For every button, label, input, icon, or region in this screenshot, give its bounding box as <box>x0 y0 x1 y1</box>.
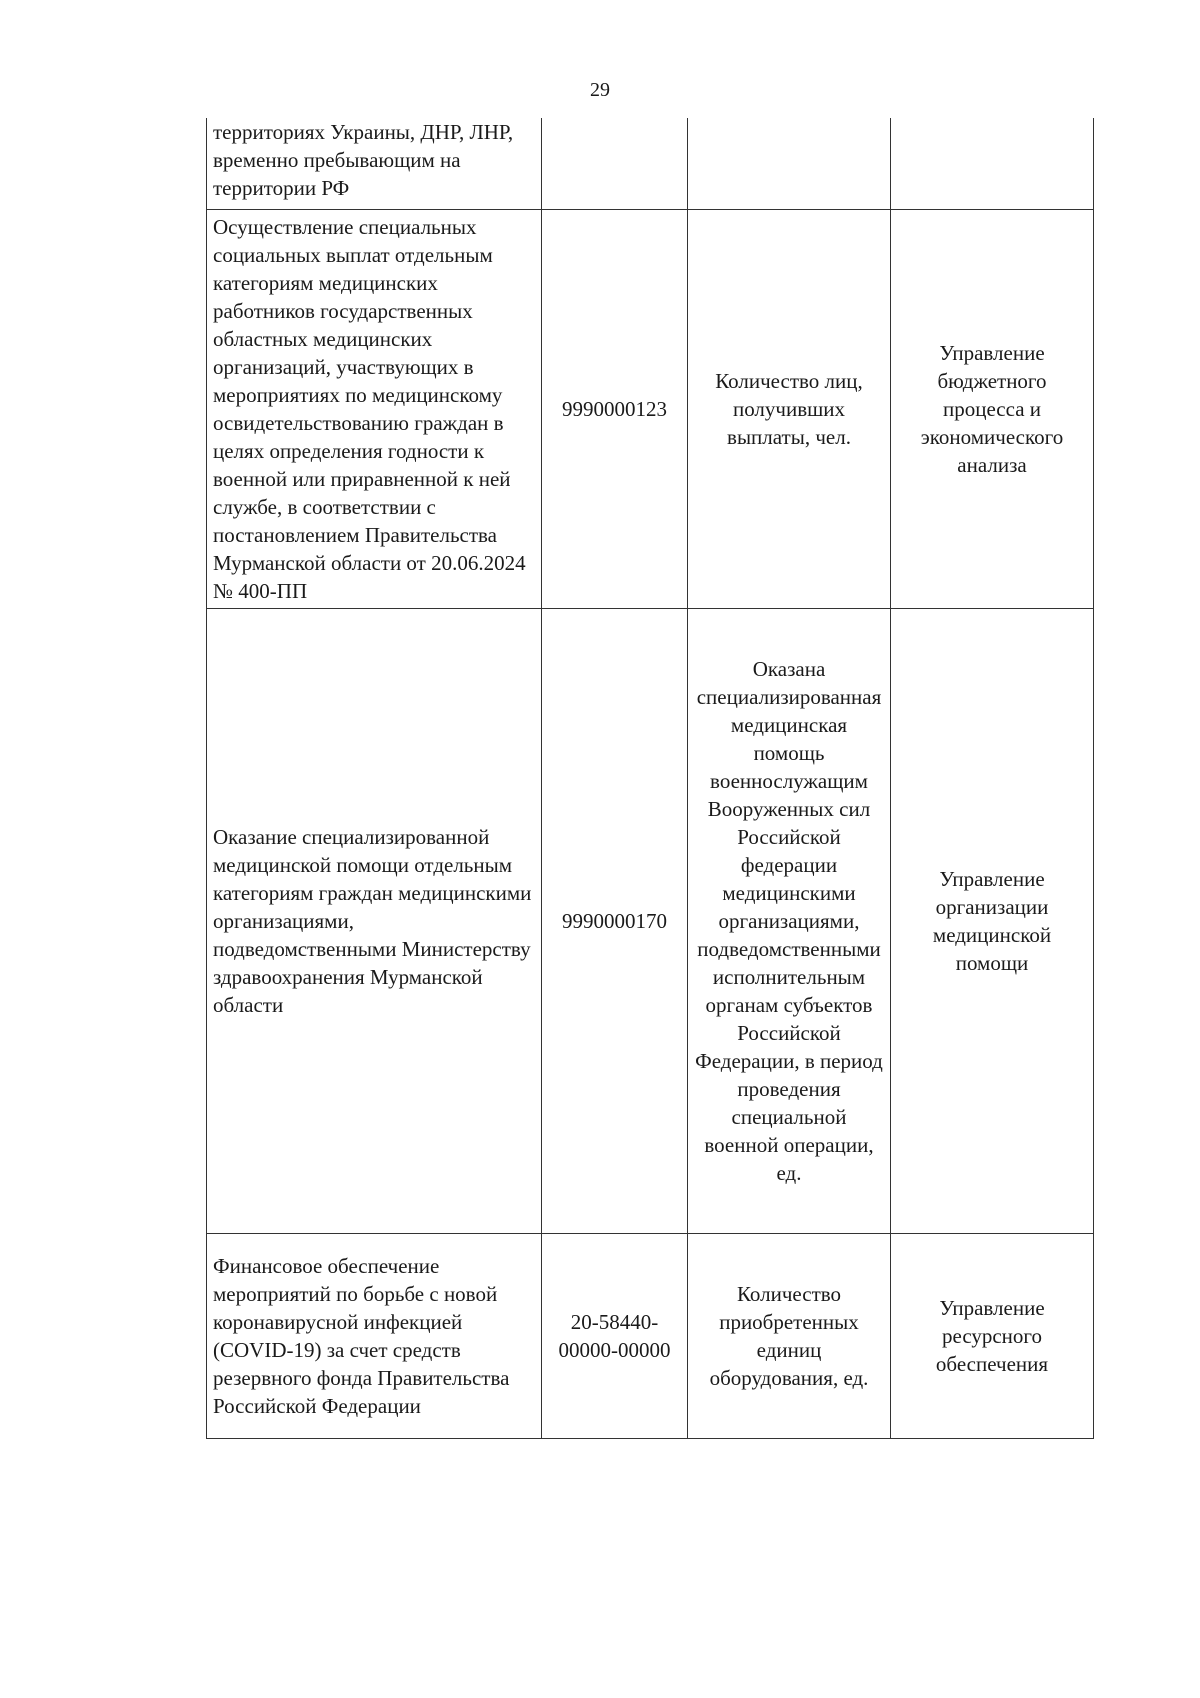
cell-indicator <box>688 118 891 210</box>
cell-event-name: Осуществление специальных социальных выплат отдельным категориям медицинских работников государственных областных медицинских организаций, участвующих в мероприятиях по медицинскому освидетельствованию граждан в целях определения годности к военной или приравненной к ней службе, в соответствии с постановлением Правительства Мурманской области от 20.06.2024 № 400-ПП <box>207 210 542 609</box>
cell-responsible: Управление ресурсного обеспечения <box>891 1234 1094 1439</box>
cell-indicator: Количество лиц, получивших выплаты, чел. <box>688 210 891 609</box>
cell-responsible: Управление организации медицинской помощи <box>891 609 1094 1234</box>
cell-code: 9990000123 <box>542 210 688 609</box>
table-row <box>207 1234 1094 1439</box>
cell-responsible: Управление бюджетного процесса и экономического анализа <box>891 210 1094 609</box>
table-row <box>207 609 1094 1234</box>
cell-responsible <box>891 118 1094 210</box>
table-row <box>207 118 1094 210</box>
cell-indicator: Оказана специализированная медицинская помощь военнослужащим Вооруженных сил Российской федерации медицинскими организациями, подведомственными исполнительным органам субъектов Российской Федерации, в период проведения специальной военной операции, ед. <box>688 609 891 1234</box>
cell-code: 9990000170 <box>542 609 688 1234</box>
document-table <box>206 118 1094 1439</box>
table-row <box>207 210 1094 609</box>
cell-indicator: Количество приобретенных единиц оборудования, ед. <box>688 1234 891 1439</box>
cell-code <box>542 118 688 210</box>
page-number: 29 <box>590 79 610 101</box>
cell-code: 20-58440-00000-00000 <box>542 1234 688 1439</box>
cell-event-name: Финансовое обеспечение мероприятий по борьбе с новой коронавирусной инфекцией (COVID-19) за счет средств резервного фонда Правительства Российской Федерации <box>207 1234 542 1439</box>
cell-event-name: территориях Украины, ДНР, ЛНР, временно пребывающим на территории РФ <box>207 118 542 210</box>
cell-event-name: Оказание специализированной медицинской помощи отдельным категориям граждан медицинскими организациями, подведомственными Министерству здравоохранения Мурманской области <box>207 609 542 1234</box>
